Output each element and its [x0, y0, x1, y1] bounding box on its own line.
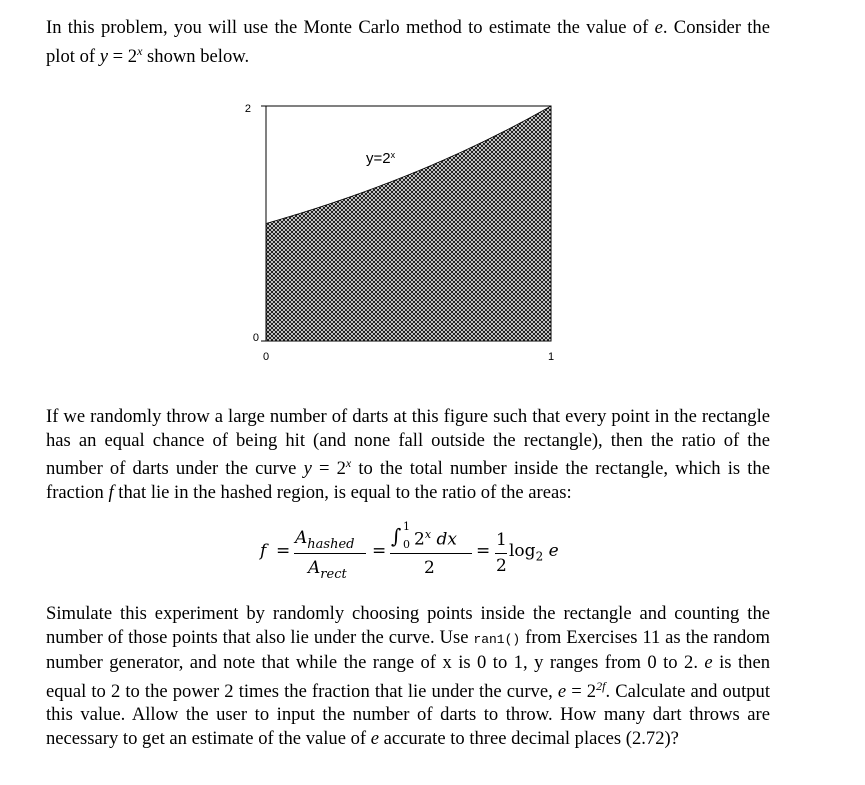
body-text: If we randomly throw a large number of darts at this figure such that every point in the rectangle has an equal chance of being hit (and none fall outside the rectangle), then the ratio of the number of darts under the curve	[46, 406, 770, 480]
body-text: to the total number inside the rectangle, which is the fraction	[46, 458, 770, 503]
y-tick-label-min: 0	[252, 332, 259, 344]
area-ratio-formula	[260, 520, 590, 585]
equation-text: = 2	[566, 680, 597, 702]
fraction-bar	[294, 553, 366, 554]
fraction-bar	[495, 553, 507, 554]
symbol-x: x	[345, 456, 352, 470]
intro-text: In this problem, you will use the Monte Carlo method to estimate the value of	[46, 17, 655, 38]
area-rect: $A_{rect}$	[308, 558, 347, 582]
fraction-bar	[390, 553, 472, 554]
body-text: is then equal to 2 to the power 2 times the fraction that lie under the curve,	[46, 652, 770, 702]
integral-sign: ∫	[391, 524, 402, 548]
equals-sign: =	[372, 541, 387, 561]
body-text: Simulate this experiment by randomly choosing points inside the rectangle and counting the number of those points that also lie under the curve. Use	[46, 603, 770, 648]
symbol-y: y	[303, 458, 312, 480]
numerator-1: 1	[496, 530, 507, 550]
y-tick-label-max: 2	[244, 103, 251, 115]
intro-text: shown below.	[142, 45, 250, 67]
intro-text: . Consider the plot of	[46, 17, 770, 67]
x-tick-label-max: 1	[547, 351, 555, 363]
plot-area	[261, 106, 551, 341]
symbol-y: y	[99, 45, 108, 67]
symbol-f: f	[108, 481, 114, 503]
body-text: that lie in the hashed region, is equal to the ratio of the areas:	[113, 481, 572, 503]
equation-text: = 2	[311, 458, 346, 480]
x-tick-label-min: 0	[262, 351, 270, 363]
denominator-2: 2	[496, 556, 507, 576]
code-ran1: ran1()	[473, 631, 521, 647]
symbol-e: e	[654, 17, 663, 38]
explanation-paragraph	[46, 405, 770, 504]
area-hashed: $A_{hashed}$	[295, 528, 355, 552]
symbol-x: x	[137, 43, 143, 58]
body-text: accurate to three decimal places (2.72)?	[379, 727, 679, 749]
integral-upper: 1	[403, 520, 410, 533]
task-paragraph	[46, 602, 770, 750]
symbol-e: e	[704, 652, 713, 673]
equals-sign: =	[276, 541, 291, 561]
curve-label: $y=2^x$	[366, 150, 396, 167]
formula-f: f	[260, 541, 267, 561]
log-term: $\log_2 e$	[509, 541, 559, 564]
exponent-2f: 2f	[596, 678, 606, 693]
hatched-region	[266, 106, 551, 341]
integral-lower: 0	[403, 538, 410, 551]
body-text: from Exercises 11 as the random number generator, and note that while the range of x is 0 to 1, y ranges from 0 to 2.	[46, 626, 771, 673]
equals-sign: =	[476, 541, 491, 561]
integrand: 2$^x$ dx	[414, 528, 457, 550]
symbol-e: e	[557, 680, 567, 702]
symbol-e: e	[370, 727, 380, 749]
denominator-2: 2	[424, 558, 435, 578]
body-text: . Calculate and output this value. Allow the user to input the number of darts to throw. How many dart throws are necessary to get an estimate of the value of	[46, 680, 770, 749]
equation-text: = 2	[107, 45, 138, 67]
